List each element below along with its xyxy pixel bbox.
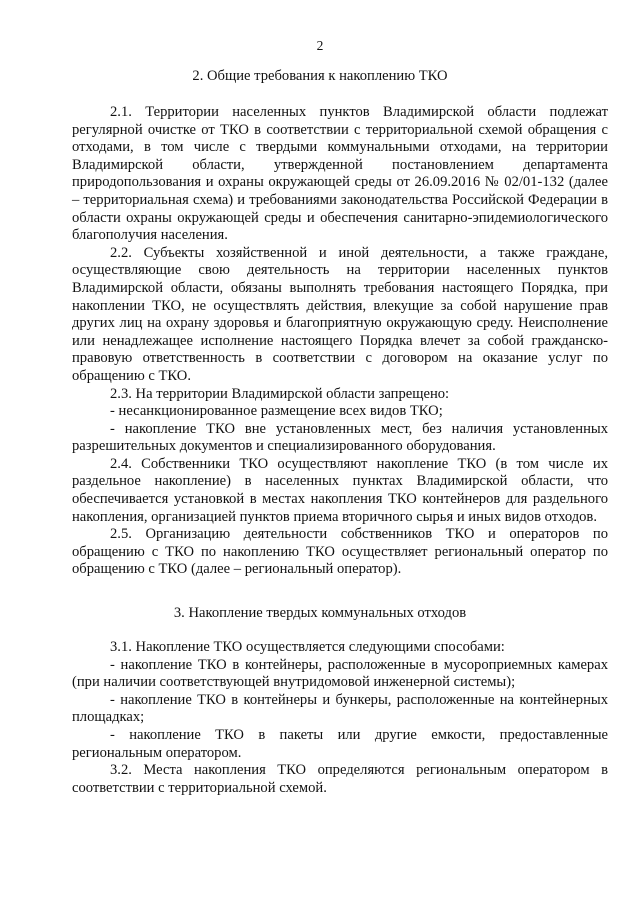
- list-item-prohibition-2: - накопление ТКО вне установленных мест, без наличия установленных разрешительных документов и специализированного оборудования.: [72, 420, 608, 455]
- paragraph-3-1: 3.1. Накопление ТКО осуществляется следующими способами:: [110, 639, 505, 655]
- paragraph-2-2: 2.2. Субъекты хозяйственной и иной деятельности, а также граждане, осуществляющие свою деятельность на территории населенных пунктов Владимирской области, обязаны выполнять требования настоящего Порядка, при накоплении ТКО, не осуществлять действия, влекущие за собой нарушение прав других лиц на охрану здоровья и благоприятную окружающую среду. Неисполнение или ненадлежащее исполнение настоящего Порядка влечет за собой гражданско-правовую ответственность в соответствии с договором на оказание услуг по обращению с ТКО.: [72, 244, 608, 384]
- paragraph-2-3: 2.3. На территории Владимирской области запрещено:: [110, 385, 450, 402]
- list-item-method-3: - накопление ТКО в пакеты или другие емкости, предоставленные региональным оператором.: [72, 726, 608, 761]
- list-item-method-1: - накопление ТКО в контейнеры, расположенные в мусороприемных камерах (при наличии соответствующей внутридомовой инженерной системы);: [72, 656, 608, 691]
- paragraph-3-2: 3.2. Места накопления ТКО определяются региональным оператором в соответствии с территориальной схемой.: [72, 762, 608, 796]
- paragraph-2-1: 2.1. Территории населенных пунктов Владимирской области подлежат регулярной очистке от ТКО в соответствии с территориальной схемой обращения с отходами, в том числе с твердыми коммунальными отходами, на территории Владимирской области, утвержденной постановлением департамента природопользования и охраны окружающей среды от 26.09.2016 № 02/01-132 (далее – территориальная схема) и требованиями законодательства Российской Федерации в области охраны окружающей среды и обеспечения санитарно-эпидемиологического благополучия населения.: [72, 104, 608, 244]
- section-2-body: [72, 104, 608, 579]
- section-2-heading: 2. Общие требования к накоплению ТКО: [192, 68, 448, 84]
- paragraph-2-4: 2.4. Собственники ТКО осуществляют накопление ТКО (в том числе их раздельное накопление) в населенных пунктах Владимирской области, что обеспечивается установкой в местах накопления ТКО контейнеров для раздельного накопления, организацией пунктов приема вторичного сырья и иных видов отходов.: [72, 455, 608, 525]
- list-item-method-2: - накопление ТКО в контейнеры и бункеры, расположенные на контейнерных площадках;: [72, 691, 608, 726]
- paragraph-2-5: 2.5. Организацию деятельности собственников ТКО и операторов по обращению с ТКО по накоплению ТКО осуществляет региональный оператор по обращению с ТКО (далее – региональный оператор).: [72, 526, 608, 578]
- list-item-prohibition-1: - несанкционированное размещение всех видов ТКО;: [110, 403, 443, 420]
- section-3-heading: 3. Накопление твердых коммунальных отходов: [173, 605, 467, 621]
- section-3-body: [72, 639, 608, 797]
- page-number: 2: [316, 38, 324, 53]
